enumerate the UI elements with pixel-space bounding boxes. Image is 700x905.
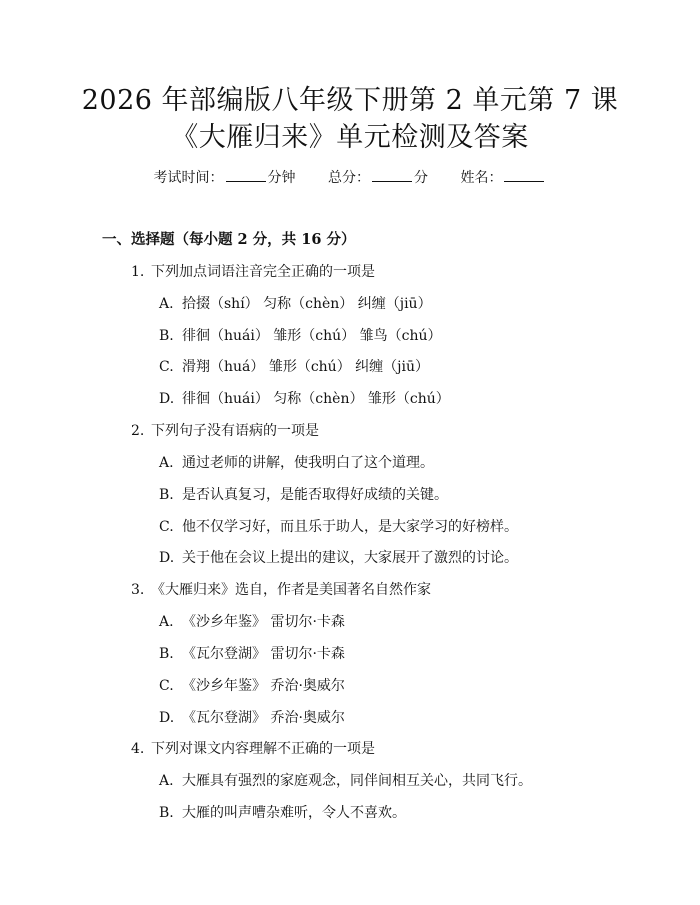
- question-3-number: 3.: [131, 582, 145, 598]
- question-1-stem: [131, 262, 375, 282]
- option-text: 大雁的叫声嘈杂难听，令人不喜欢。: [182, 805, 406, 821]
- section-title: 一、选择题（每小题 2 分，共 16 分）: [102, 231, 356, 248]
- question-1-option-d: [159, 389, 450, 409]
- question-1-option-c: [159, 357, 429, 377]
- option-text: 徘徊（huái） 雏形（chú） 雏鸟（chú）: [182, 328, 442, 344]
- question-3-stem: [131, 580, 431, 600]
- question-2-option-b: [159, 485, 448, 505]
- option-text: 是否认真复习，是能否取得好成绩的关键。: [182, 487, 448, 503]
- option-letter: B.: [159, 805, 174, 821]
- option-letter: A.: [159, 296, 174, 312]
- option-letter: C.: [159, 678, 174, 694]
- option-text: 他不仅学习好，而且乐于助人，是大家学习的好榜样。: [182, 519, 518, 535]
- question-4-option-a: [159, 771, 532, 791]
- option-text: 《沙乡年鉴》 雷切尔·卡森: [182, 614, 345, 630]
- option-letter: D.: [159, 550, 175, 566]
- question-1-option-b: [159, 326, 442, 346]
- option-text: 《瓦尔登湖》 雷切尔·卡森: [182, 646, 345, 662]
- page-title-line2: 《大雁归来》单元检测及答案: [171, 122, 529, 153]
- exam-time-field: [154, 168, 296, 188]
- option-letter: B.: [159, 328, 174, 344]
- question-3-option-c: [159, 676, 345, 696]
- option-letter: C.: [159, 519, 174, 535]
- question-4-option-b: [159, 803, 406, 823]
- option-text: 通过老师的讲解，使我明白了这个道理。: [182, 455, 434, 471]
- question-3-option-a: [159, 612, 345, 632]
- exam-time-unit: 分钟: [267, 170, 296, 186]
- option-text: 《瓦尔登湖》 乔治·奥威尔: [182, 710, 345, 726]
- option-text: 滑翔（huá） 雏形（chú） 纠缠（jiū）: [182, 359, 429, 375]
- question-1-option-a: [159, 294, 432, 314]
- option-letter: B.: [159, 646, 174, 662]
- score-field: [328, 168, 428, 188]
- exam-info-row: [0, 168, 700, 188]
- option-text: 《沙乡年鉴》 乔治·奥威尔: [182, 678, 345, 694]
- question-3-text: 《大雁归来》选自，作者是美国著名自然作家: [151, 582, 431, 598]
- name-label: 姓名：: [460, 170, 503, 186]
- option-letter: A.: [159, 455, 174, 471]
- question-2-option-d: [159, 548, 518, 568]
- option-text: 大雁具有强烈的家庭观念，同伴间相互关心，共同飞行。: [182, 773, 532, 789]
- score-label: 总分：: [328, 170, 370, 186]
- name-blank: [504, 169, 544, 182]
- question-4-stem: [131, 739, 375, 759]
- option-letter: C.: [159, 359, 174, 375]
- question-3-option-b: [159, 644, 345, 664]
- question-3-option-d: [159, 708, 345, 728]
- question-2-number: 2.: [131, 423, 145, 439]
- option-letter: D.: [159, 710, 175, 726]
- question-2-text: 下列句子没有语病的一项是: [151, 423, 319, 439]
- name-field: [460, 168, 546, 188]
- question-2-option-c: [159, 517, 518, 537]
- exam-time-label: 考试时间：: [153, 170, 224, 186]
- option-text: 关于他在会议上提出的建议，大家展开了激烈的讨论。: [182, 550, 518, 566]
- option-letter: D.: [159, 391, 175, 407]
- question-4-text: 下列对课文内容理解不正确的一项是: [151, 741, 375, 757]
- question-1-number: 1.: [131, 264, 145, 280]
- option-letter: A.: [159, 773, 174, 789]
- question-2-option-a: [159, 453, 434, 473]
- option-text: 拾掇（shí） 匀称（chèn） 纠缠（jiū）: [182, 296, 432, 312]
- option-letter: A.: [159, 614, 174, 630]
- score-blank: [372, 169, 412, 182]
- score-unit: 分: [414, 170, 428, 186]
- question-2-stem: [131, 421, 319, 441]
- page-title-line1: 2026 年部编版八年级下册第 2 单元第 7 课: [81, 85, 619, 116]
- exam-time-blank: [226, 169, 266, 182]
- option-letter: B.: [159, 487, 174, 503]
- question-4-number: 4.: [131, 741, 145, 757]
- question-1-text: 下列加点词语注音完全正确的一项是: [151, 264, 375, 280]
- option-text: 徘徊（huái） 匀称（chèn） 雏形（chú）: [182, 391, 450, 407]
